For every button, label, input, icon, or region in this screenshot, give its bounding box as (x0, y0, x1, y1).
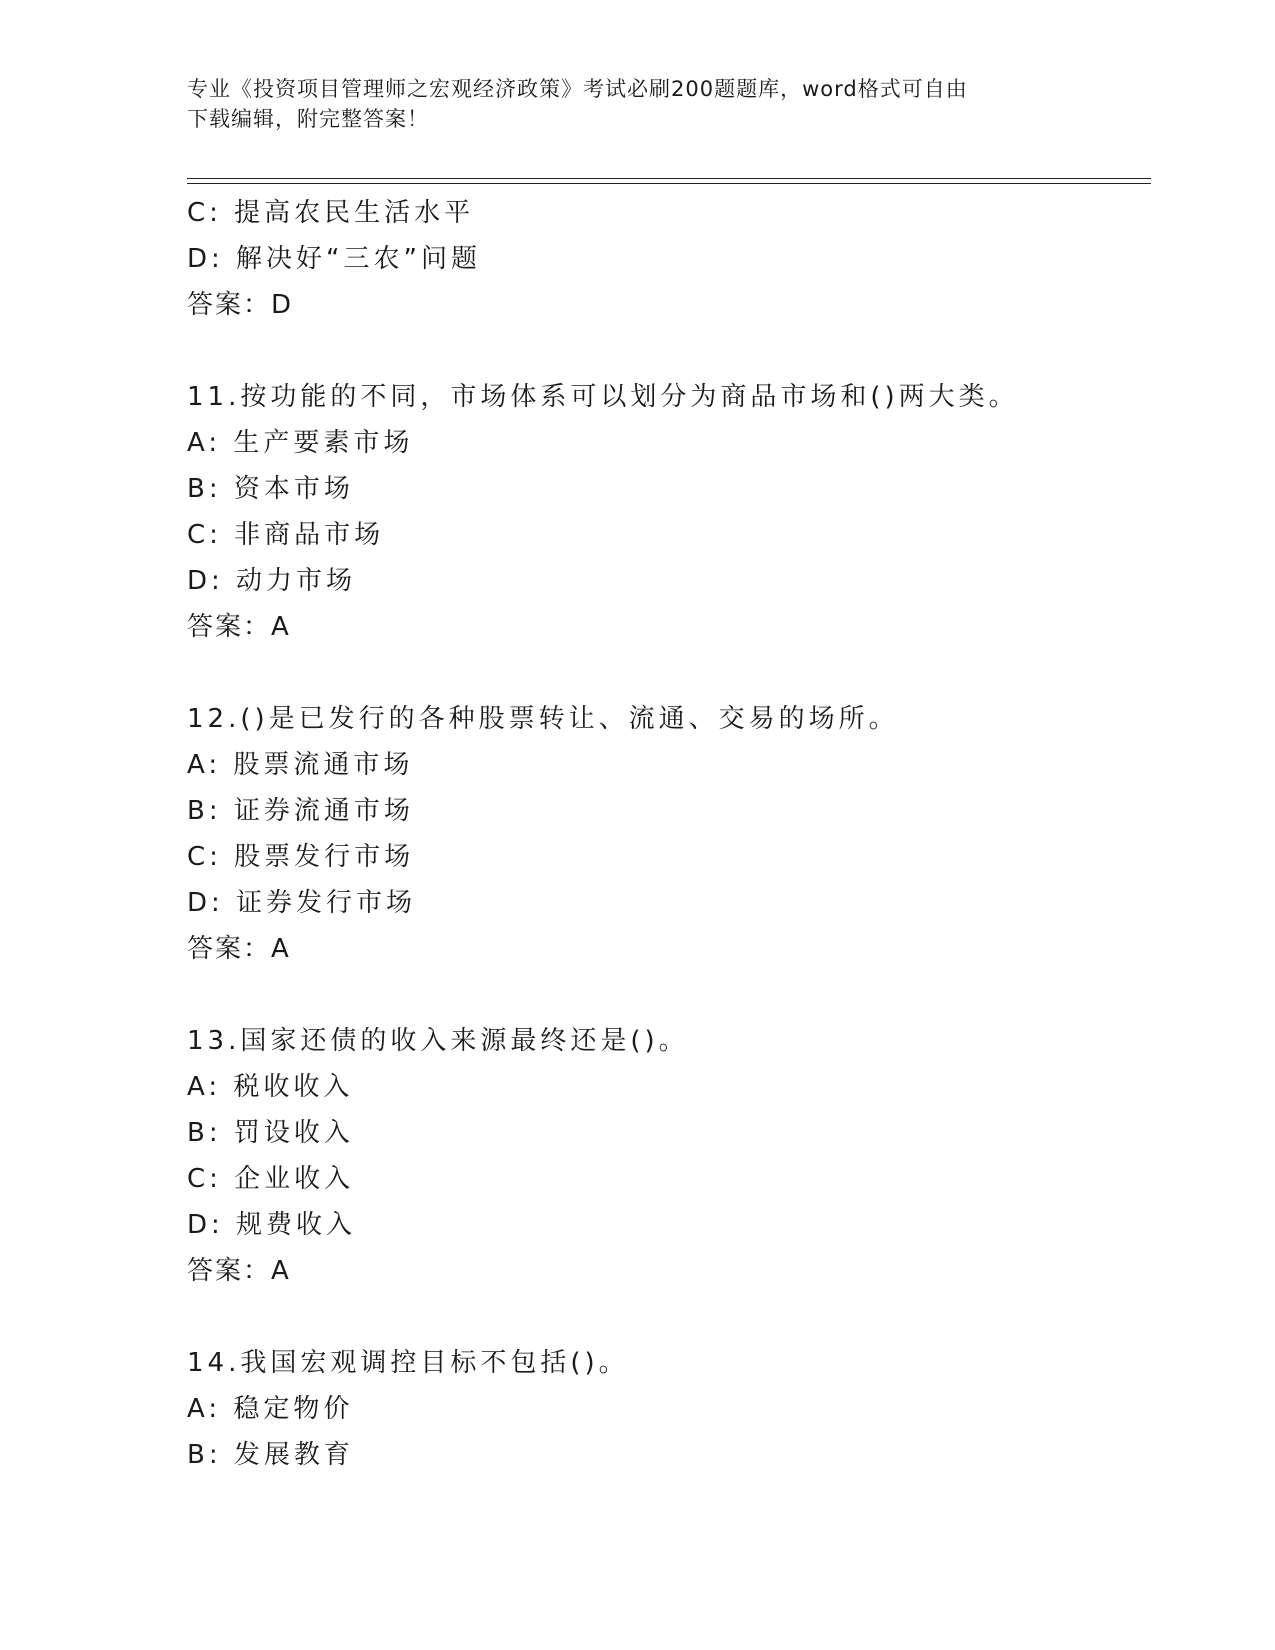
document-header (187, 74, 1067, 134)
header-line-1: 专业《投资项目管理师之宏观经济政策》考试必刷200题题库，word格式可自由 (187, 77, 968, 101)
answer-line: 答案：A (187, 1256, 291, 1286)
option-b: B: 发展教育 (187, 1440, 354, 1470)
option-c: C: 股票发行市场 (187, 842, 415, 872)
question-text: 14.我国宏观调控目标不包括()。 (187, 1348, 629, 1378)
answer-line: 答案：A (187, 934, 291, 964)
spacer (187, 1294, 1147, 1340)
question-text: 11.按功能的不同，市场体系可以划分为商品市场和()两大类。 (187, 382, 1019, 412)
question-text: 13.国家还债的收入来源最终还是()。 (187, 1026, 689, 1056)
spacer (187, 328, 1147, 374)
option-d: D: 证券发行市场 (187, 888, 417, 918)
option-d: D: 规费收入 (187, 1210, 357, 1240)
option-a: A: 股票流通市场 (187, 750, 414, 780)
partial-question (187, 190, 1147, 328)
option-d: D: 解决好“三农”问题 (187, 244, 481, 274)
option-d: D: 动力市场 (187, 566, 357, 596)
question-content (187, 190, 1147, 1478)
option-a: A: 生产要素市场 (187, 428, 414, 458)
header-rule-top (187, 178, 1151, 179)
question-text: 12.()是已发行的各种股票转让、流通、交易的场所。 (187, 704, 899, 734)
option-b: B: 资本市场 (187, 474, 354, 504)
header-rule-bottom (187, 183, 1151, 184)
question-13 (187, 1018, 1147, 1294)
answer-line: 答案：A (187, 612, 291, 642)
option-b: B: 证券流通市场 (187, 796, 414, 826)
header-line-2: 下载编辑，附完整答案！ (187, 107, 429, 131)
option-c: C: 提高农民生活水平 (187, 198, 475, 228)
option-a: A: 稳定物价 (187, 1394, 354, 1424)
question-11 (187, 374, 1147, 650)
spacer (187, 972, 1147, 1018)
option-b: B: 罚设收入 (187, 1118, 354, 1148)
spacer (187, 650, 1147, 696)
question-14 (187, 1340, 1147, 1478)
answer-line: 答案：D (187, 290, 294, 320)
option-a: A: 税收收入 (187, 1072, 354, 1102)
option-c: C: 非商品市场 (187, 520, 385, 550)
option-c: C: 企业收入 (187, 1164, 355, 1194)
question-12 (187, 696, 1147, 972)
